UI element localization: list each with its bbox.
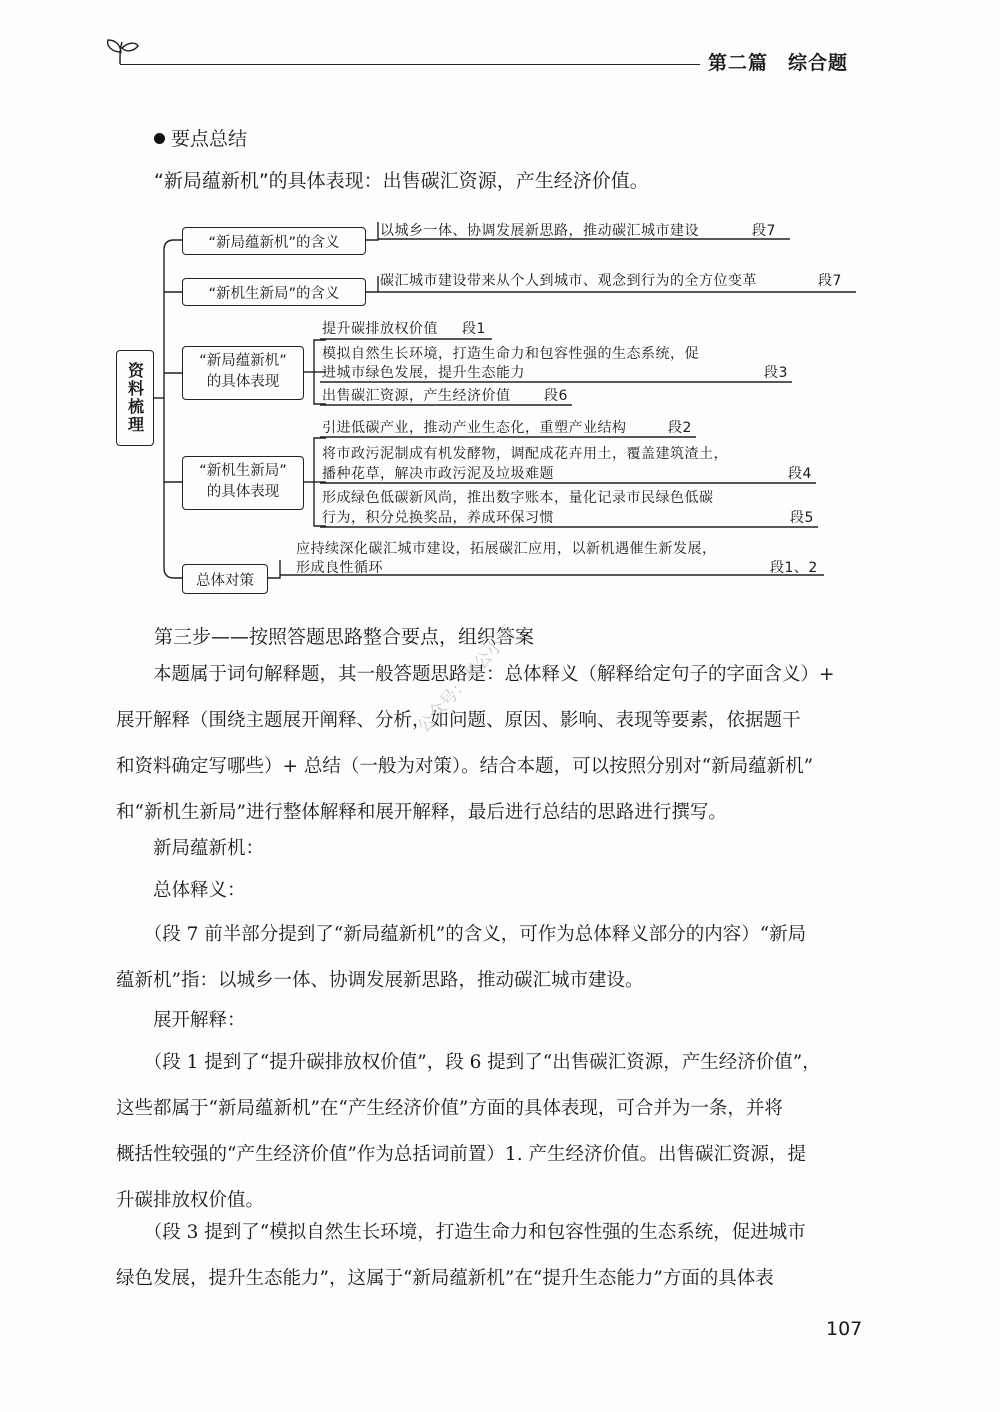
g2-item2-line2: 播种花草，解决市政污泥及垃圾难题 — [322, 466, 554, 482]
g1-item1: 提升碳排放权价值 — [322, 321, 438, 337]
g1-item3-ref: 段6 — [544, 388, 568, 404]
g2-item2-ref: 段4 — [788, 466, 812, 482]
g2-item2-line1: 将市政污泥制成有机发酵物，调配成花卉用土，覆盖建筑渣土， — [322, 446, 728, 462]
g2-item1: 引进低碳产业，推动产业生态化，重塑产业结构 — [322, 420, 627, 436]
g1-item1-ref: 段1 — [462, 321, 486, 337]
side-label: 资料梳理 — [116, 350, 154, 446]
g2-item3-line1: 形成绿色低碳新风尚，推出数字账本，量化记录市民绿色低碳 — [322, 490, 714, 506]
g3-line2: 形成良性循环 — [296, 560, 383, 576]
row2-text: 碳汇城市建设带来从个人到城市、观念到行为的全方位变革 — [380, 273, 757, 289]
watermark: 公众号：考公小哥 — [413, 622, 520, 737]
g2-item3-line2: 行为，积分兑换奖品，养成环保习惯 — [322, 510, 554, 526]
box-group2: “新机生新局” 的具体表现 — [182, 456, 304, 510]
g2-item3-ref: 段5 — [790, 510, 814, 526]
paragraph-1: 本题属于词句解释题，其一般答题思路是：总体释义（解释给定句子的字面含义）+ 展开解释（围绕主题展开阐释、分析，如问题、原因、影响、表现等要素，依据题干 和资料确定写哪些）+ 总结（一般为对策）。结合本题，可以按照分别对“新局蕴新机” 和“新机生新局”进行整体解释和展开解释，最后进行总结的思路进行撰写。 — [116, 664, 835, 823]
g1-item2-ref: 段3 — [764, 365, 788, 381]
paragraph-5: 展开解释： — [116, 1010, 246, 1031]
step3-heading: 第三步——按照答题思路整合要点，组织答案 — [154, 626, 535, 648]
g1-item2-line1: 模拟自然生长环境，打造生命力和包容性强的生态系统，促 — [322, 346, 699, 362]
row2-ref: 段7 — [818, 273, 842, 289]
g3-line1: 应持续深化碳汇城市建设，拓展碳汇应用，以新机遇催生新发展， — [296, 541, 717, 557]
box-meaning-1: “新局蕴新机”的含义 — [182, 227, 366, 255]
paragraph-2: 新局蕴新机： — [116, 838, 265, 859]
key-points-summary: “新局蕴新机”的具体表现：出售碳汇资源，产生经济价值。 — [154, 170, 649, 192]
g1-item3: 出售碳汇资源，产生经济价值 — [322, 388, 511, 404]
paragraph-7: （段 3 提到了“模拟自然生长环境，打造生命力和包容性强的生态系统，促进城市 绿色发展，提升生态能力”，这属于“新局蕴新机”在“提升生态能力”方面的具体表 — [116, 1222, 806, 1289]
g3-ref: 段1、2 — [770, 560, 818, 576]
paragraph-4: （段 7 前半部分提到了“新局蕴新机”的含义，可作为总体释义部分的内容）“新局 蕴新机”指：以城乡一体、协调发展新思路，推动碳汇城市建设。 — [116, 924, 807, 991]
page-number: 107 — [826, 1318, 863, 1340]
paragraph-3: 总体释义： — [116, 880, 246, 901]
row1-ref: 段7 — [752, 223, 776, 239]
box-meaning-2: “新机生新局”的含义 — [182, 278, 366, 306]
key-points-heading: 要点总结 — [154, 124, 247, 151]
paragraph-6: （段 1 提到了“提升碳排放权价值”，段 6 提到了“出售碳汇资源，产生经济价值”， 这些都属于“新局蕴新机”在“产生经济价值”方面的具体表现，可合并为一条，并将 概括性较强的“产生经济价值”作为总括词前置）1. 产生经济价值。出售碳汇资源，提 升碳排放权价值。 — [116, 1052, 821, 1211]
g2-item1-ref: 段2 — [668, 420, 692, 436]
header-title: 第二篇 综合题 — [708, 52, 849, 74]
diagram-connectors — [0, 0, 1000, 620]
row1-text: 以城乡一体、协调发展新思路，推动碳汇城市建设 — [380, 223, 699, 239]
box-group3: 总体对策 — [182, 564, 268, 594]
box-group1: “新局蕴新机” 的具体表现 — [182, 346, 304, 400]
g1-item2-line2: 进城市绿色发展，提升生态能力 — [322, 365, 525, 381]
